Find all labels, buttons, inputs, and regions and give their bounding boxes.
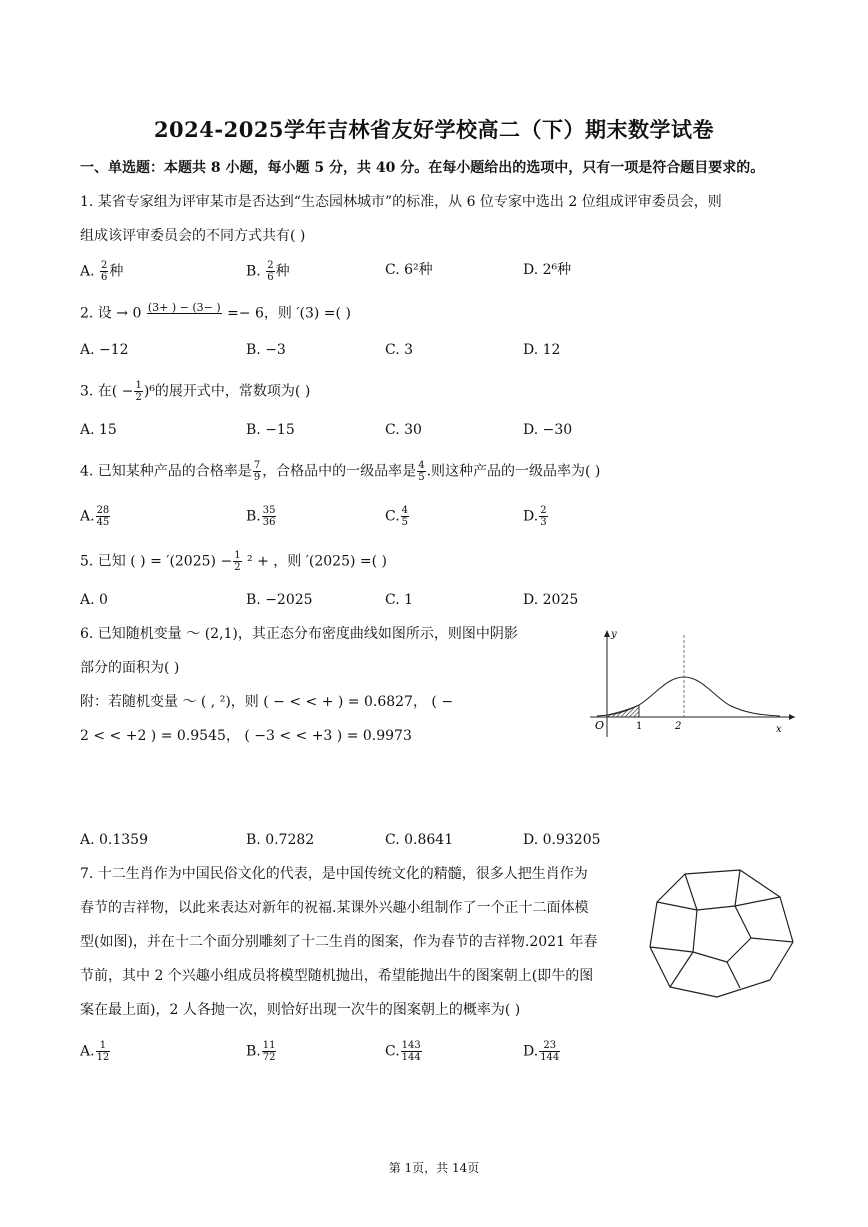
q1-line2: 组成该评审委员会的不同方式共有( ) [80,228,306,244]
q4-option-c: C. $\frac{4}{5}$ [385,505,409,528]
q7-option-a: A. $\frac{1}{12}$ [80,1040,110,1063]
q1-option-c: C. 6²种 [385,262,433,278]
origin-label: O [595,719,605,732]
q2-option-d: D. 12 [523,342,561,358]
q7-option-b: B. $\frac{11}{72}$ [246,1040,276,1063]
q7-option-d: D. $\frac{23}{144}$ [523,1040,560,1063]
q4-stem: 4. 已知某种产品的合格率是 $\frac{7}{9}$ ，合格品中的一级品率是 $\frac{4}{5}$ .则这种产品的一级品率为( ) [80,460,601,483]
q2-option-b: B. −3 [246,342,286,358]
q1-line1: 1. 某省专家组为评审某市是否达到“生态园林城市”的标准，从 6 位专家中选出 2 位组成评审委员会，则 [80,194,722,210]
q1-option-a: A. $\frac{2}{6}$ 种 [80,260,124,283]
q7-line5: 案在最上面)，2 人各抛一次，则恰好出现一次牛的图案朝上的概率为( ) [80,1002,521,1018]
section-heading: 一、单选题：本题共 8 小题，每小题 5 分，共 40 分。在每小题给出的选项中，只有一项是符合题目要求的。 [80,160,765,176]
q3-option-d: D. −30 [523,422,573,438]
q4-option-a: A. $\frac{28}{45}$ [80,505,110,528]
q3-stem: 3. 在( − $\frac{1}{2}$ )⁶的展开式中，常数项为( ) [80,380,311,403]
q5-option-c: C. 1 [385,592,414,608]
q4-option-b: B. $\frac{35}{36}$ [246,505,276,528]
q6-line4: 2 < < +2 ) = 0.9545， ( −3 < < +3 ) = 0.9973 [80,728,412,744]
q7-line2: 春节的吉祥物，以此来表达对新年的祝福.某课外兴趣小组制作了一个正十二面体模 [80,900,589,916]
q2-option-c: C. 3 [385,342,414,358]
q2-stem: 2. 设 → 0 (3+ ) − (3− ) =− 6，则 ′(3) =( ) [80,301,351,322]
tick-1-label: 1 [636,721,643,732]
q5-option-d: D. 2025 [523,592,579,608]
q5-option-a: A. 0 [80,592,108,608]
q5-option-b: B. −2025 [246,592,313,608]
q6-option-d: D. 0.93205 [523,832,601,848]
q2-option-a: A. −12 [80,342,129,358]
q6-option-b: B. 0.7282 [246,832,315,848]
q7-line3: 型(如图)，并在十二个面分别雕刻了十二生肖的图案，作为春节的吉祥物.2021 年春 [80,934,598,950]
q7-line1: 7. 十二生肖作为中国民俗文化的代表，是中国传统文化的精髓，很多人把生肖作为 [80,866,588,882]
q1-option-b: B. $\frac{2}{6}$ 种 [246,260,290,283]
q6-line2: 部分的面积为( ) [80,660,180,676]
dodecahedron-figure [645,862,795,1002]
q1-option-d: D. 2⁶种 [523,262,572,278]
q7-line4: 节前，其中 2 个兴趣小组成员将模型随机抛出，希望能抛出牛的图案朝上(即牛的图 [80,968,594,984]
page-footer: 第 1页，共 14页 [388,1161,480,1175]
q6-option-a: A. 0.1359 [80,832,148,848]
page-title: 2024-2025学年吉林省友好学校高二（下）期末数学试卷 [153,117,715,142]
x-axis-label: x [776,724,782,735]
q3-option-b: B. −15 [246,422,295,438]
q6-option-c: C. 0.8641 [385,832,454,848]
y-axis-label: y [611,629,617,640]
q4-option-d: D. $\frac{2}{3}$ [523,505,547,528]
q5-stem: 5. 已知 ( ) = ′(2025) − $\frac{1}{2}$ ² + ，则 ′(2025) =( ) [80,550,387,573]
q6-line3: 附：若随机变量 ～ ( , ²)，则 ( − < < + ) = 0.6827， ( − [80,694,454,710]
tick-2-label: 2 [675,721,682,732]
q7-option-c: C. $\frac{143}{144}$ [385,1040,421,1063]
q3-option-a: A. 15 [80,422,117,438]
normal-curve-figure [585,625,800,740]
q3-option-c: C. 30 [385,422,422,438]
q6-line1: 6. 已知随机变量 ～ (2,1)，其正态分布密度曲线如图所示，则图中阴影 [80,626,518,642]
